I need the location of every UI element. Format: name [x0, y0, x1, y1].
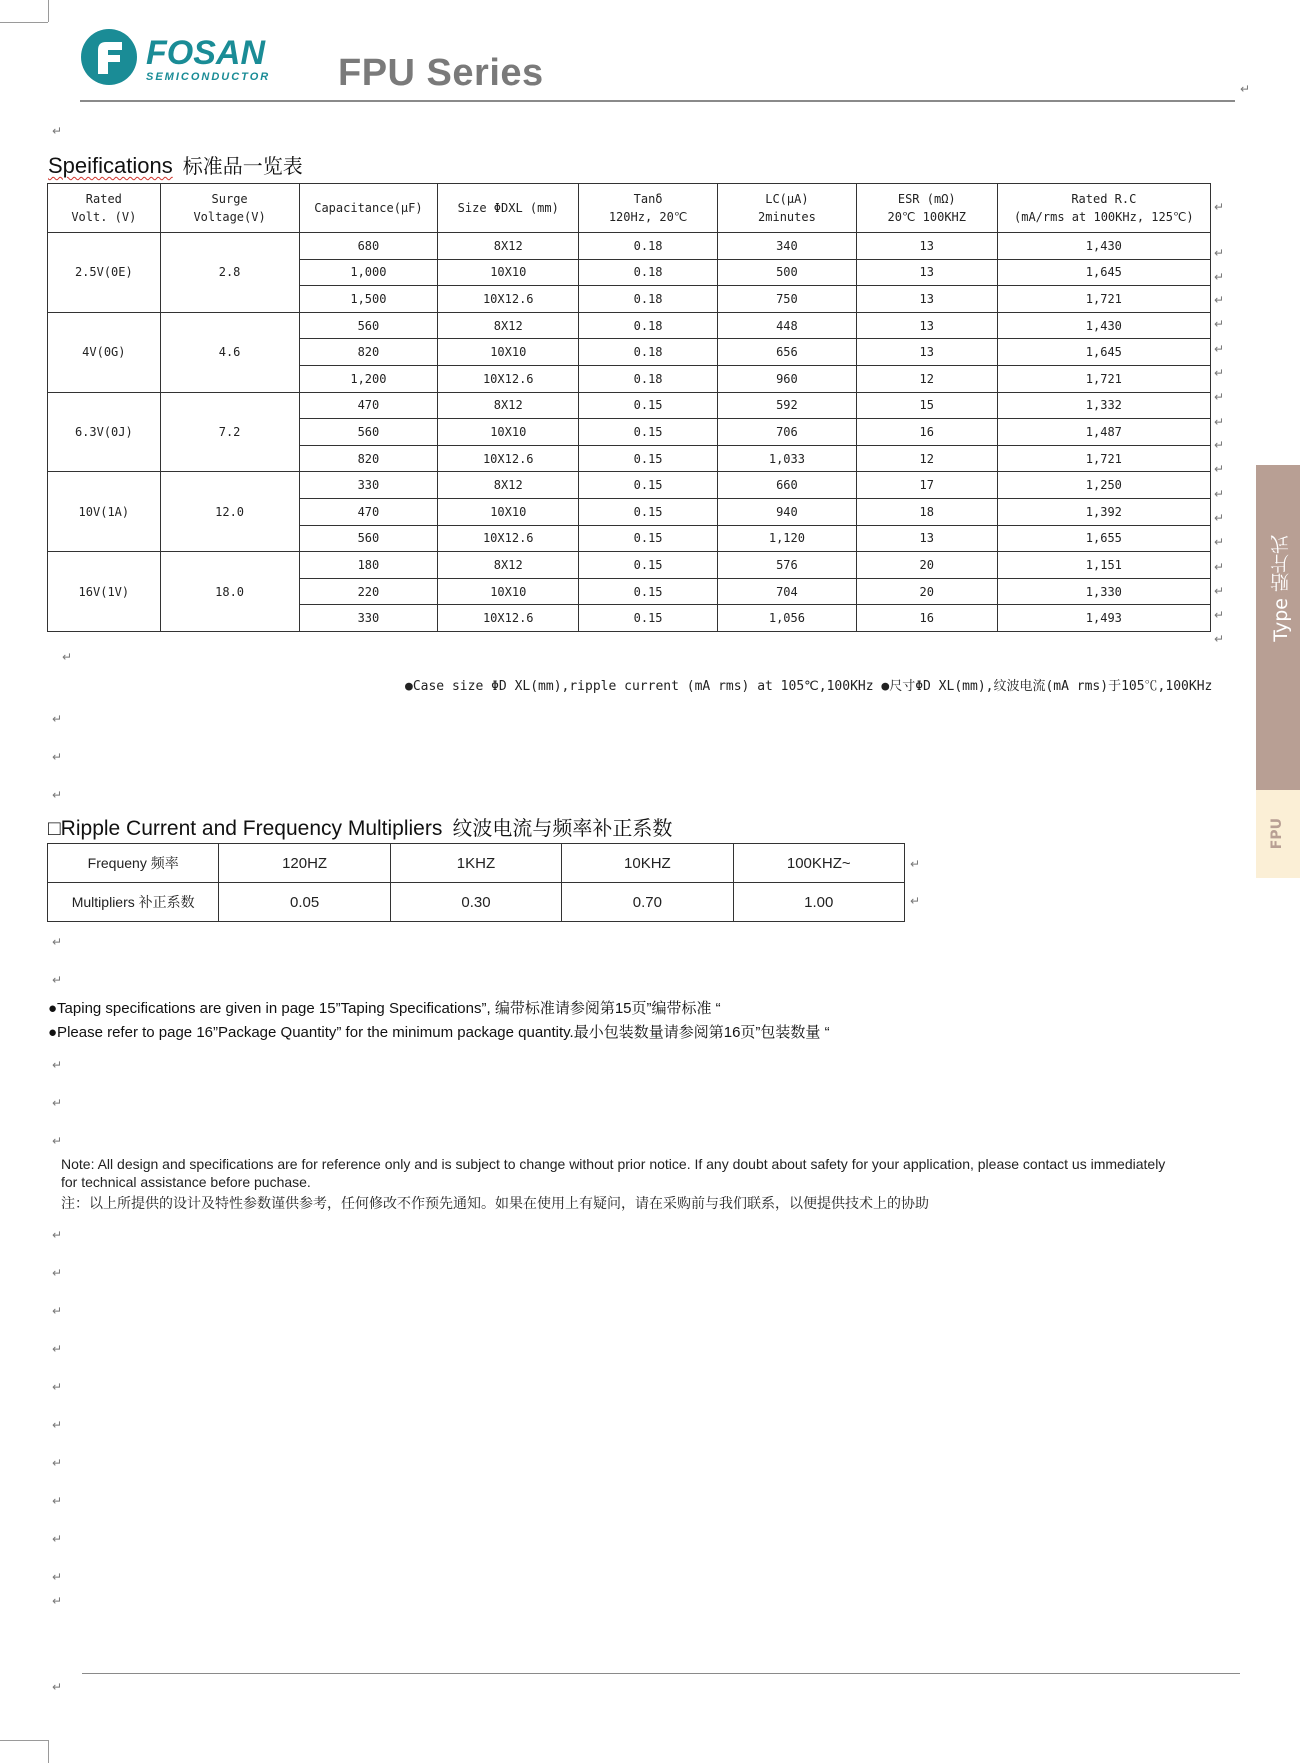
- table-cell: 100KHZ~: [733, 844, 904, 883]
- table-cell-cap: 820: [299, 445, 438, 472]
- table-cell-esr: 15: [856, 392, 997, 419]
- table-cell-cap: 820: [299, 339, 438, 366]
- paragraph-mark: ↵: [1214, 584, 1225, 598]
- table-cell-size: 8X12: [438, 312, 579, 339]
- table-cell-size: 8X12: [438, 392, 579, 419]
- paragraph-mark: ↵: [52, 1266, 63, 1280]
- paragraph-mark: ↵: [52, 1570, 63, 1584]
- header-tan-delta: Tanδ 120Hz, 20℃: [579, 184, 718, 233]
- disclaimer-cn: 注：以上所提供的设计及特性参数谨供参考，任何修改不作预先通知。如果在使用上有疑问，请在采购前与我们联系，以便提供技术上的协助: [61, 1196, 929, 1212]
- paragraph-mark: ↵: [52, 788, 63, 802]
- table-cell-rc: 1,493: [997, 605, 1210, 632]
- table-cell-lc: 1,056: [718, 605, 857, 632]
- paragraph-mark: ↵: [52, 1058, 63, 1072]
- table-cell-rc: 1,655: [997, 525, 1210, 552]
- table-cell-lc: 448: [718, 312, 857, 339]
- table-cell-cap: 680: [299, 233, 438, 260]
- specifications-title-cn: 标准品一览表: [182, 154, 303, 178]
- logo-subtext: SEMICONDUCTOR: [146, 71, 271, 83]
- table-cell: 1.00: [733, 883, 904, 922]
- table-cell-tan: 0.15: [579, 472, 718, 499]
- table-cell-tan: 0.15: [579, 445, 718, 472]
- table-cell-esr: 13: [856, 233, 997, 260]
- table-cell-tan: 0.15: [579, 419, 718, 446]
- ripple-multiplier-table: [47, 843, 905, 922]
- table-cell-size: 10X10: [438, 498, 579, 525]
- paragraph-mark: ↵: [52, 1342, 63, 1356]
- header-leakage-current: LC(μA) 2minutes: [718, 184, 857, 233]
- table-cell-tan: 0.15: [579, 392, 718, 419]
- table-cell: 1KHZ: [390, 844, 561, 883]
- package-quantity-note: ●Please refer to page 16”Package Quantity” for the minimum package quantity.最小包装数量请参阅第16页”包装数量 “: [48, 1024, 830, 1041]
- logo-text: FOSAN: [146, 34, 265, 72]
- table-cell-cap: 560: [299, 525, 438, 552]
- table-cell-tan: 0.18: [579, 233, 718, 260]
- series-title: FPU Series: [338, 52, 544, 94]
- surge-voltage-cell: 7.2: [160, 392, 299, 472]
- table-cell-cap: 330: [299, 472, 438, 499]
- table-cell-size: 10X10: [438, 339, 579, 366]
- table-cell-tan: 0.15: [579, 498, 718, 525]
- table-cell-esr: 13: [856, 312, 997, 339]
- table-cell-esr: 13: [856, 286, 997, 313]
- table-cell-rc: 1,332: [997, 392, 1210, 419]
- paragraph-mark: ↵: [1214, 390, 1225, 404]
- table-cell-cap: 220: [299, 578, 438, 605]
- disclaimer-en: Note: All design and specifications are for reference only and is subject to change without prior notice. If any doubt about safety for your application, please contact us immediately for technical assistance before puchase.: [61, 1156, 1166, 1190]
- paragraph-mark: ↵: [1214, 608, 1225, 622]
- table-cell-lc: 960: [718, 365, 857, 392]
- ripple-multiplier-label: Multipliers 补正系数: [48, 883, 219, 922]
- table-cell-rc: 1,721: [997, 365, 1210, 392]
- paragraph-mark: ↵: [1214, 438, 1225, 452]
- table-cell-lc: 660: [718, 472, 857, 499]
- surge-voltage-cell: 2.8: [160, 233, 299, 313]
- table-cell-rc: 1,721: [997, 286, 1210, 313]
- table-cell-rc: 1,392: [997, 498, 1210, 525]
- paragraph-mark: ↵: [1214, 487, 1225, 501]
- table-cell-size: 10X12.6: [438, 445, 579, 472]
- table-row: [48, 312, 1211, 339]
- table-cell-cap: 180: [299, 552, 438, 579]
- paragraph-mark: ↵: [1214, 270, 1225, 284]
- footer-divider: [82, 1673, 1240, 1674]
- table-cell: 10KHZ: [562, 844, 733, 883]
- paragraph-mark: ↵: [52, 1304, 63, 1318]
- rated-voltage-cell: 4V(0G): [48, 312, 161, 392]
- table-cell-lc: 704: [718, 578, 857, 605]
- paragraph-mark: ↵: [52, 1380, 63, 1394]
- paragraph-mark: ↵: [1214, 632, 1225, 646]
- paragraph-mark: ↵: [910, 894, 921, 908]
- side-tab-fpu-label: FPU: [1269, 818, 1285, 850]
- table-cell: 120HZ: [219, 844, 390, 883]
- paragraph-mark: ↵: [910, 857, 921, 871]
- table-cell-cap: 330: [299, 605, 438, 632]
- rated-voltage-cell: 6.3V(0J): [48, 392, 161, 472]
- ripple-title-cn: 纹波电流与频率补正系数: [452, 816, 673, 840]
- side-tab-type-label: Type 贴片式: [1270, 535, 1292, 642]
- table-cell-esr: 12: [856, 445, 997, 472]
- surge-voltage-cell: 4.6: [160, 312, 299, 392]
- table-cell-tan: 0.18: [579, 365, 718, 392]
- table-cell-tan: 0.18: [579, 339, 718, 366]
- paragraph-mark: ↵: [1214, 511, 1225, 525]
- table-cell: 0.70: [562, 883, 733, 922]
- rated-voltage-cell: 2.5V(0E): [48, 233, 161, 313]
- table-cell-size: 8X12: [438, 472, 579, 499]
- table-cell-lc: 750: [718, 286, 857, 313]
- table-cell-lc: 340: [718, 233, 857, 260]
- table-cell-tan: 0.18: [579, 286, 718, 313]
- table-cell-rc: 1,645: [997, 259, 1210, 286]
- table-cell-tan: 0.18: [579, 312, 718, 339]
- header-size: Size ΦDXL (mm): [438, 184, 579, 233]
- table-cell: 0.05: [219, 883, 390, 922]
- paragraph-mark: ↵: [52, 712, 63, 726]
- side-tab-type: [1256, 465, 1300, 790]
- paragraph-mark: ↵: [52, 1594, 63, 1608]
- specifications-table: [47, 183, 1211, 632]
- table-cell-cap: 470: [299, 392, 438, 419]
- table-cell-rc: 1,151: [997, 552, 1210, 579]
- table-cell-esr: 20: [856, 552, 997, 579]
- rated-voltage-cell: 16V(1V): [48, 552, 161, 632]
- table-cell-lc: 656: [718, 339, 857, 366]
- table-cell-esr: 20: [856, 578, 997, 605]
- table-cell-cap: 560: [299, 419, 438, 446]
- table-cell-rc: 1,430: [997, 312, 1210, 339]
- ripple-frequency-label: Frequeny 频率: [48, 844, 219, 883]
- ripple-multiplier-row: [48, 883, 905, 922]
- table-cell-tan: 0.15: [579, 605, 718, 632]
- paragraph-mark: ↵: [62, 650, 73, 664]
- paragraph-mark: ↵: [52, 1228, 63, 1242]
- paragraph-mark: ↵: [1214, 342, 1225, 356]
- paragraph-mark: ↵: [52, 124, 63, 138]
- crop-mark: [0, 1740, 48, 1741]
- paragraph-mark: ↵: [52, 1418, 63, 1432]
- table-cell-lc: 706: [718, 419, 857, 446]
- header-capacitance: Capacitance(μF): [299, 184, 438, 233]
- table-cell-cap: 470: [299, 498, 438, 525]
- table-cell-lc: 576: [718, 552, 857, 579]
- table-cell-tan: 0.18: [579, 259, 718, 286]
- table-cell-tan: 0.15: [579, 552, 718, 579]
- ripple-title-en: □Ripple Current and Frequency Multipliers: [48, 817, 443, 840]
- table-cell-lc: 500: [718, 259, 857, 286]
- table-cell-esr: 13: [856, 259, 997, 286]
- case-size-note: ●Case size ΦD XL(mm),ripple current (mA rms) at 105℃,100KHz ●尺寸ΦD XL(mm),纹波电流(mA rms)于105℃,100KHz: [405, 679, 1213, 694]
- table-cell-cap: 1,500: [299, 286, 438, 313]
- table-cell-rc: 1,430: [997, 233, 1210, 260]
- paragraph-mark: ↵: [1214, 560, 1225, 574]
- paragraph-mark: ↵: [52, 1680, 63, 1694]
- paragraph-mark: ↵: [1214, 317, 1225, 331]
- table-cell-size: 8X12: [438, 552, 579, 579]
- specifications-title-en: Speifications: [48, 153, 173, 178]
- paragraph-mark: ↵: [1214, 200, 1225, 214]
- paragraph-mark: ↵: [52, 1134, 63, 1148]
- table-cell-size: 10X10: [438, 419, 579, 446]
- table-cell-esr: 13: [856, 525, 997, 552]
- table-cell-size: 10X12.6: [438, 365, 579, 392]
- crop-mark: [48, 0, 49, 22]
- table-cell-esr: 12: [856, 365, 997, 392]
- table-row: [48, 472, 1211, 499]
- paragraph-mark: ↵: [1214, 246, 1225, 260]
- header-surge-voltage: Surge Voltage(V): [160, 184, 299, 233]
- table-header-row: [48, 184, 1211, 233]
- crop-mark: [0, 22, 48, 23]
- table-cell-lc: 940: [718, 498, 857, 525]
- table-cell-esr: 18: [856, 498, 997, 525]
- paragraph-mark: ↵: [52, 1096, 63, 1110]
- paragraph-mark: ↵: [52, 935, 63, 949]
- table-cell-size: 10X12.6: [438, 286, 579, 313]
- paragraph-mark: ↵: [52, 1494, 63, 1508]
- surge-voltage-cell: 18.0: [160, 552, 299, 632]
- table-cell-lc: 1,120: [718, 525, 857, 552]
- table-cell-lc: 592: [718, 392, 857, 419]
- table-cell-cap: 560: [299, 312, 438, 339]
- table-cell-tan: 0.15: [579, 525, 718, 552]
- paragraph-mark: ↵: [52, 1532, 63, 1546]
- company-logo: [80, 28, 320, 88]
- table-cell-rc: 1,487: [997, 419, 1210, 446]
- paragraph-mark: ↵: [52, 973, 63, 987]
- table-cell-esr: 17: [856, 472, 997, 499]
- table-cell-size: 10X10: [438, 259, 579, 286]
- table-row: [48, 233, 1211, 260]
- table-cell-cap: 1,000: [299, 259, 438, 286]
- header-divider: [80, 100, 1235, 102]
- table-cell-esr: 16: [856, 605, 997, 632]
- taping-spec-note: ●Taping specifications are given in page 15”Taping Specifications”, 编带标准请参阅第15页”编带标准 “: [48, 1000, 721, 1017]
- table-cell-tan: 0.15: [579, 578, 718, 605]
- rated-voltage-cell: 10V(1A): [48, 472, 161, 552]
- paragraph-mark: ↵: [1214, 366, 1225, 380]
- table-cell-esr: 16: [856, 419, 997, 446]
- paragraph-mark: ↵: [1214, 415, 1225, 429]
- table-cell: 0.30: [390, 883, 561, 922]
- table-cell-size: 8X12: [438, 233, 579, 260]
- header-rated-volt: Rated Volt. (V): [48, 184, 161, 233]
- side-tab-fpu: [1256, 790, 1300, 878]
- table-cell-rc: 1,250: [997, 472, 1210, 499]
- paragraph-mark: ↵: [1214, 535, 1225, 549]
- table-cell-cap: 1,200: [299, 365, 438, 392]
- header-rated-ripple-current: Rated R.C (mA/rms at 100KHz, 125℃): [997, 184, 1210, 233]
- table-row: [48, 392, 1211, 419]
- table-cell-size: 10X12.6: [438, 605, 579, 632]
- paragraph-mark: ↵: [52, 1456, 63, 1470]
- paragraph-mark: ↵: [1214, 462, 1225, 476]
- table-cell-lc: 1,033: [718, 445, 857, 472]
- paragraph-mark: ↵: [52, 750, 63, 764]
- table-cell-rc: 1,645: [997, 339, 1210, 366]
- surge-voltage-cell: 12.0: [160, 472, 299, 552]
- table-cell-size: 10X10: [438, 578, 579, 605]
- header-esr: ESR (mΩ) 20℃ 100KHZ: [856, 184, 997, 233]
- table-cell-rc: 1,330: [997, 578, 1210, 605]
- specifications-title: [48, 150, 303, 179]
- paragraph-mark: ↵: [1240, 82, 1251, 96]
- ripple-title: [48, 812, 672, 841]
- ripple-frequency-row: [48, 844, 905, 883]
- crop-mark: [48, 1740, 49, 1763]
- table-row: [48, 552, 1211, 579]
- table-cell-rc: 1,721: [997, 445, 1210, 472]
- table-cell-esr: 13: [856, 339, 997, 366]
- paragraph-mark: ↵: [1214, 293, 1225, 307]
- table-cell-size: 10X12.6: [438, 525, 579, 552]
